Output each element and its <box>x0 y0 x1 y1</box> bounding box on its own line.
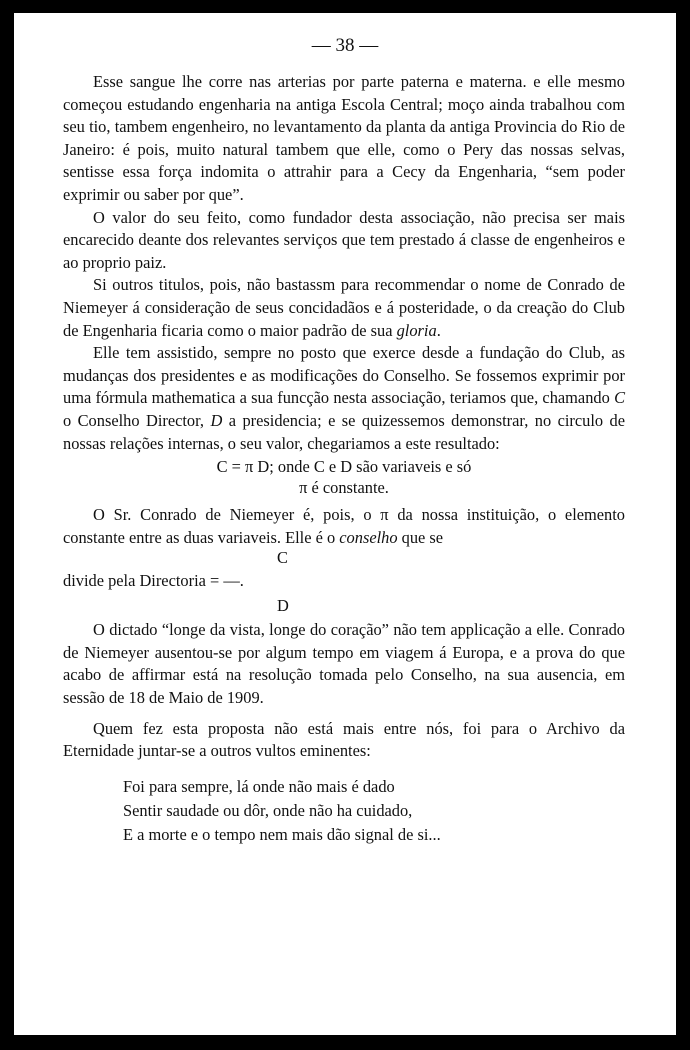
variable-c: C <box>614 388 625 408</box>
paragraph-3-end: . <box>436 320 441 340</box>
paragraph-5-end: que se <box>397 527 444 547</box>
verse-line-2: Sentir saudade ou dôr, onde não ha cuidado, <box>123 800 413 820</box>
paragraph-3-italic: gloria <box>396 320 437 340</box>
variable-d: D <box>210 410 223 430</box>
page-body <box>63 71 625 847</box>
fraction-expression <box>63 549 625 619</box>
paragraph-4-text: Elle tem assistido, sempre no posto que exerce desde a fundação do Club, as mudanças dos presidentes e as modificações do Conselho. Se fossemos exprimir por uma fórmula mathematica a sua funcção nesta associação, teriamos que, chamando <box>63 343 625 408</box>
paragraph-5-text: O Sr. Conrado de Niemeyer é, pois, o π da nossa instituição, o elemento constante entre as duas variaveis. Elle é o <box>63 505 625 547</box>
paragraph-6: O dictado “longe da vista, longe do coração” não tem applicação a elle. Conrado de Niemeyer ausentou-se por algum tempo em viagem á Europa, e a prova do que acabo de affirmar está na resolução tomada pelo Conselho, na sua ausencia, em sessão de 18 de Maio de 1909. <box>63 620 625 708</box>
fraction-denominator: D <box>277 596 289 616</box>
fraction-label: divide pela Directoria = —. <box>63 571 244 591</box>
paragraph-5 <box>63 504 625 549</box>
verse-block <box>63 775 625 847</box>
paragraph-4-mid1: o Conselho Director, <box>63 410 211 430</box>
paragraph-1: Esse sangue lhe corre nas arterias por parte paterna e materna. e elle mesmo começou estudando engenharia na antiga Escola Central; moço ainda trabalhou com seu tio, tambem engenheiro, no levantamento da planta da antiga Provincia do Rio de Janeiro: é pois, muito natural tambem que elle, como o Pery das nossas selvas, sentisse essa força indomita o attrahir para a Cecy da Engenharia, “sem poder exprimir ou saber por que”. <box>63 72 625 204</box>
verse-line-1: Foi para sempre, lá onde não mais é dado <box>123 776 395 796</box>
formula <box>63 457 625 498</box>
verse-line-3: E a morte e o tempo nem mais dão signal de si... <box>123 824 441 844</box>
paragraph-2: O valor do seu feito, como fundador desta associação, não precisa ser mais encarecido deante dos relevantes serviços que tem prestado á classe de engenheiros e ao proprio paiz. <box>63 207 625 272</box>
page-number: — 38 — <box>311 35 379 56</box>
fraction-numerator: C <box>277 548 288 568</box>
book-page <box>14 13 676 1035</box>
paragraph-5-italic: conselho <box>339 527 398 547</box>
paragraph-4-mid2: a presidencia; e se quizessemos demonstrar, no circulo de nossas relações internas, o seu valor, chegariamos a este resultado: <box>63 410 625 453</box>
paragraph-4 <box>63 342 625 455</box>
paragraph-7: Quem fez esta proposta não está mais entre nós, foi para o Archivo da Eternidade juntar-se a outros vultos eminentes: <box>63 718 625 761</box>
formula-line-1: C = π D; onde C e D são variaveis e só <box>216 457 472 477</box>
paragraph-3-text: Si outros titulos, pois, não bastassm para recommendar o nome de Conrado de Niemeyer á consideração de seus concidadãos e á posteridade, o da creação do Club de Engenharia ficaria como o maior padrão de sua <box>63 275 625 340</box>
paragraph-3 <box>63 274 625 342</box>
formula-line-2: π é constante. <box>299 477 389 497</box>
